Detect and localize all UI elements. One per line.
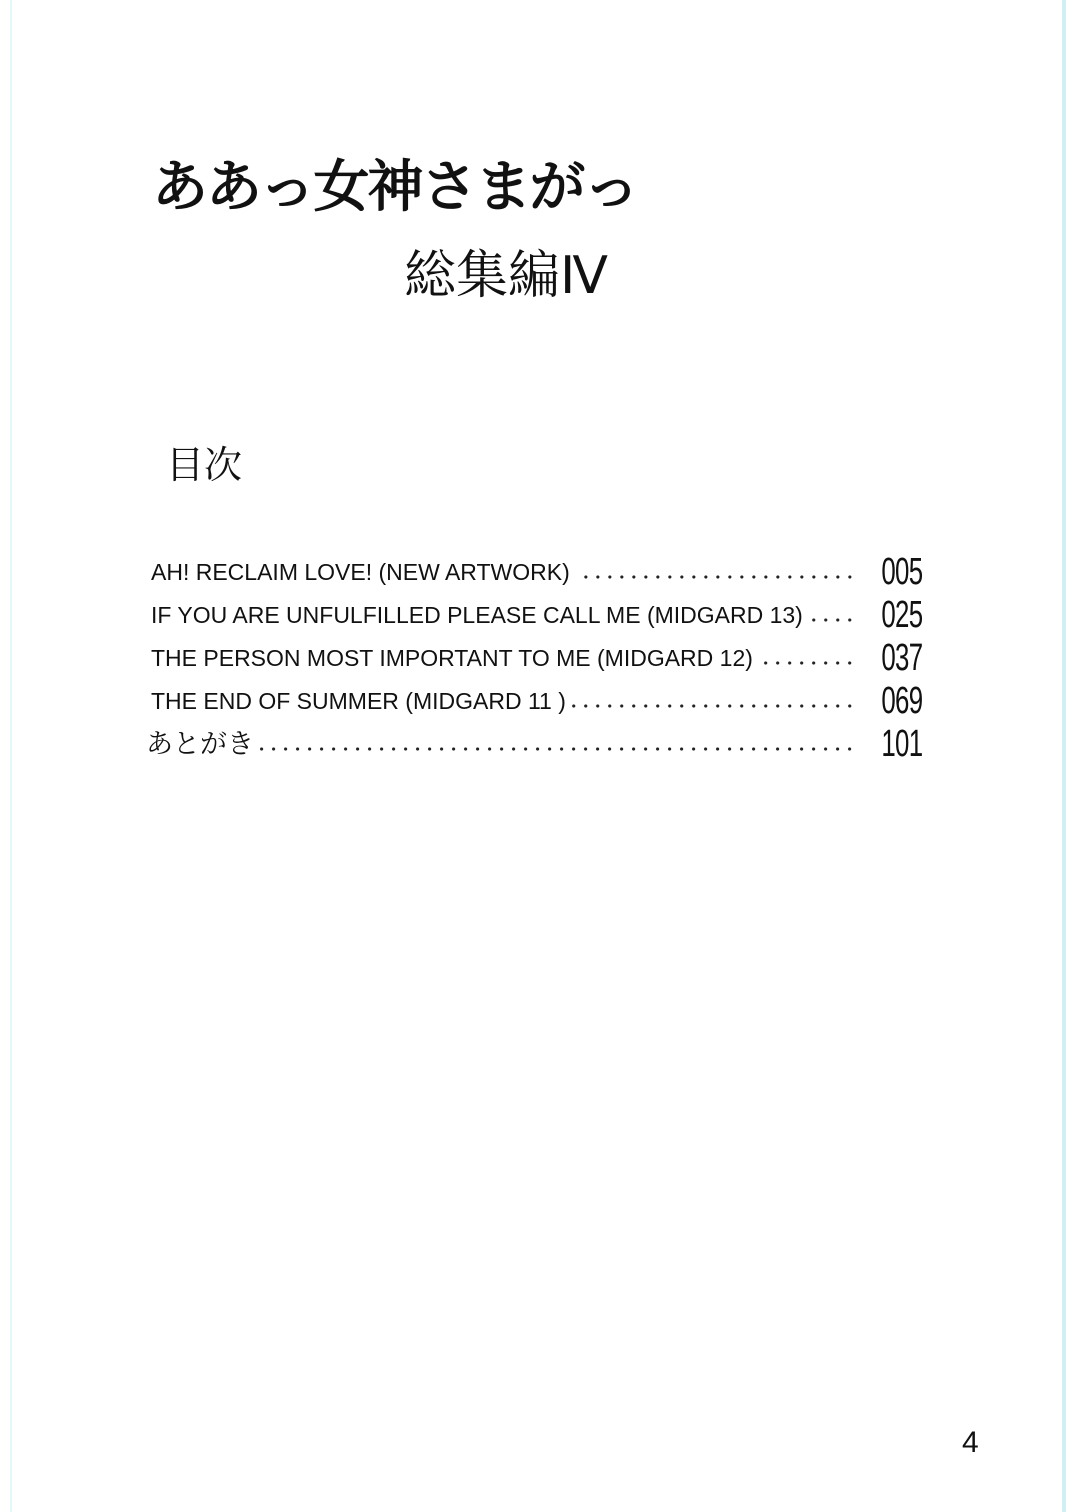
toc-entry-title: THE END OF SUMMER (MIDGARD 11 ) [151,688,566,714]
toc-entry-title: あとがき [146,729,254,760]
toc-entry [146,591,922,634]
toc-entry-page: 005 [880,551,922,593]
toc-entry-page: 101 [880,723,922,765]
toc-entry-title: IF YOU ARE UNFULFILLED PLEASE CALL ME (MIDGARD 13) [151,602,803,628]
toc-heading: 目次 [166,443,243,487]
toc-entry-page: 069 [880,680,922,722]
toc-entry-title: AH! RECLAIM LOVE! (NEW ARTWORK) [151,559,570,585]
toc-entry [146,548,922,591]
book-title: ああっ女神さまがっ [152,155,638,220]
toc-entry [146,677,922,720]
dot-leader [576,575,856,579]
book-subtitle: 総集編Ⅳ [404,246,608,306]
toc-entry-page: 025 [880,594,922,636]
dot-leader [572,704,856,708]
table-of-contents [146,548,922,763]
dot-leader [759,661,856,665]
toc-entry-title: THE PERSON MOST IMPORTANT TO ME (MIDGARD 12) [151,645,753,671]
scan-edge-left [10,0,12,1512]
toc-entry-page: 037 [880,637,922,679]
dot-leader [260,747,856,751]
toc-entry [146,720,922,763]
toc-entry [146,634,922,677]
page-number: 4 [962,1426,979,1459]
dot-leader [809,618,856,622]
scan-edge-right [1062,0,1066,1512]
